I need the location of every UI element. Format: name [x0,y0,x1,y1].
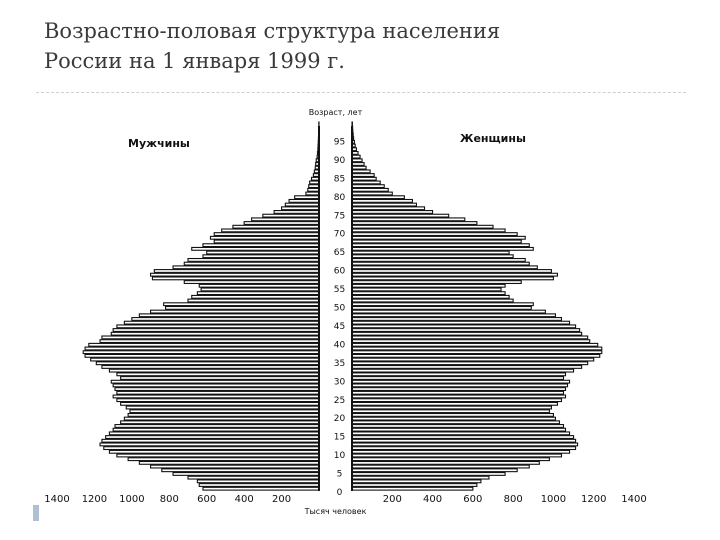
female-bar-age-67 [352,240,521,243]
female-bar-age-68 [352,236,525,239]
male-bar-age-58 [151,273,319,276]
male-bar-age-69 [214,233,319,236]
male-bar-age-82 [309,185,319,188]
age-tick-label: 45 [333,321,346,332]
female-bar-age-86 [352,170,370,173]
x-tick-label-right: 400 [423,494,443,505]
male-bar-age-29 [111,380,319,383]
age-tick-label: 10 [333,451,346,462]
female-bar-age-63 [352,255,513,258]
age-tick-label: 35 [333,358,346,369]
male-bar-age-60 [173,266,319,269]
age-tick-label: 50 [333,303,346,314]
male-bar-age-36 [85,354,319,357]
male-bar-age-42 [111,332,319,335]
male-bar-age-62 [188,259,319,262]
female-bar-age-8 [352,458,549,461]
x-tick-label-right: 1200 [580,494,607,505]
female-bar-age-7 [352,461,539,464]
male-bar-age-81 [308,188,319,191]
female-bar-age-21 [352,410,549,413]
male-bar-age-26 [117,391,319,394]
y-axis-label: Возраст, лет [308,108,363,117]
female-bar-age-33 [352,366,582,369]
male-bar-age-2 [197,480,319,483]
female-bar-age-51 [352,299,513,302]
male-bar-age-35 [91,358,319,361]
male-bar-age-61 [184,262,319,265]
female-bar-age-49 [352,307,531,310]
female-bar-age-18 [352,421,559,424]
male-bar-age-15 [109,432,319,435]
male-bar-age-43 [113,329,319,332]
male-bar-age-76 [282,207,319,210]
age-tick-label: 40 [333,340,346,351]
female-bar-age-72 [352,222,477,225]
male-bar-age-77 [285,203,319,206]
male-bar-age-34 [96,362,319,365]
female-bar-age-5 [352,469,517,472]
female-bar-age-28 [352,384,568,387]
female-bar-age-56 [352,281,521,284]
female-label: Женщины [460,132,526,145]
female-bar-age-38 [352,347,602,350]
male-bar-age-65 [192,247,319,250]
male-bar-age-75 [274,211,319,214]
male-bars [83,122,319,490]
age-tick-label: 55 [333,285,346,296]
male-bar-age-53 [197,292,319,295]
male-bar-age-63 [203,255,319,258]
female-bar-age-17 [352,425,564,428]
female-bar-age-79 [352,196,404,199]
male-bar-age-40 [100,340,319,343]
male-bar-age-45 [124,321,319,324]
male-bar-age-72 [244,222,319,225]
male-bar-age-74 [263,214,319,217]
male-bar-age-24 [117,399,319,402]
female-bar-age-12 [352,443,578,446]
female-bar-age-35 [352,358,594,361]
male-bar-age-37 [83,351,319,354]
female-bar-age-13 [352,439,576,442]
male-bar-age-68 [210,236,319,239]
age-tick-label: 90 [333,155,346,166]
male-label: Мужчины [128,137,190,150]
female-bar-age-30 [352,377,564,380]
female-bar-age-31 [352,373,566,376]
male-bar-age-28 [113,384,319,387]
female-bar-age-58 [352,273,557,276]
x-tick-labels [44,494,646,505]
female-bar-age-66 [352,244,529,247]
female-bar-age-71 [352,225,493,228]
male-bar-age-27 [115,388,319,391]
male-bar-age-39 [89,343,319,346]
age-tick-label: 30 [333,377,346,388]
female-bar-age-46 [352,318,561,321]
female-bar-age-26 [352,391,564,394]
female-bar-age-0 [352,487,473,490]
x-tick-label-right: 600 [463,494,483,505]
male-bar-age-51 [188,299,319,302]
female-bar-age-53 [352,292,505,295]
female-bar-age-11 [352,447,576,450]
age-tick-label: 20 [333,414,346,425]
female-bar-age-47 [352,314,555,317]
female-bar-age-89 [352,159,362,162]
male-bar-age-55 [199,284,319,287]
age-tick-label: 5 [336,469,343,480]
age-tick-label: 65 [333,248,346,259]
female-bar-age-29 [352,380,570,383]
male-bar-age-1 [199,484,319,487]
age-tick-label: 25 [333,395,346,406]
female-bar-age-41 [352,336,588,339]
female-bar-age-14 [352,436,574,439]
age-tick-labels [334,137,346,498]
x-tick-label-right: 1400 [621,494,647,505]
age-tick-label: 15 [333,432,346,443]
female-bar-age-64 [352,251,509,254]
female-bar-age-23 [352,402,557,405]
female-bar-age-42 [352,332,582,335]
female-bar-age-44 [352,325,576,328]
x-tick-label-right: 1000 [540,494,567,505]
male-bar-age-56 [184,281,319,284]
age-tick-label: 80 [333,192,346,203]
male-bar-age-70 [222,229,319,232]
female-bar-age-57 [352,277,553,280]
male-bar-age-32 [109,369,319,372]
female-bar-age-45 [352,321,570,324]
female-bar-age-48 [352,310,545,313]
slide-title-line1: Возрастно-половая структура населения [44,19,501,43]
male-bar-age-73 [252,218,319,221]
slide-bullet-marker [33,505,39,521]
male-bar-age-78 [289,199,319,202]
female-bar-age-78 [352,199,412,202]
female-bar-age-82 [352,185,384,188]
x-tick-label-left: 1400 [44,494,70,505]
male-bar-age-48 [151,310,319,313]
male-bar-age-46 [132,318,319,321]
x-tick-label-left: 400 [234,494,254,505]
x-tick-label-left: 1200 [81,494,108,505]
age-tick-label: 60 [333,266,346,277]
male-bar-age-54 [201,288,319,291]
female-bar-age-16 [352,428,566,431]
male-bar-age-10 [109,450,319,453]
male-bar-age-49 [166,307,319,310]
age-tick-label: 75 [333,211,346,222]
female-bar-age-2 [352,480,481,483]
male-bar-age-4 [173,473,319,476]
female-bar-age-36 [352,354,600,357]
male-bar-age-21 [130,410,319,413]
male-bar-age-17 [115,425,319,428]
male-bar-age-30 [121,377,319,380]
female-bar-age-77 [352,203,416,206]
female-bar-age-59 [352,270,551,273]
female-bar-age-27 [352,388,566,391]
female-bar-age-76 [352,207,425,210]
female-bar-age-6 [352,465,529,468]
male-bar-age-38 [85,347,319,350]
male-bar-age-44 [117,325,319,328]
x-axis-label: Тысяч человек [304,507,367,516]
male-bar-age-84 [312,177,319,180]
x-tick-label-left: 200 [272,494,292,505]
male-bar-age-31 [117,373,319,376]
male-bar-age-33 [102,366,319,369]
female-bar-age-43 [352,329,580,332]
male-bar-age-57 [152,277,319,280]
age-tick-label: 0 [336,488,343,498]
slide-title-line2: России на 1 января 1999 г. [44,49,345,73]
female-bars [352,122,602,490]
male-bar-age-6 [151,465,319,468]
x-tick-label-left: 1000 [119,494,145,505]
female-bar-age-1 [352,484,477,487]
female-bar-age-25 [352,395,566,398]
female-bar-age-90 [352,155,360,158]
male-bar-age-0 [203,487,319,490]
male-bar-age-71 [233,225,319,228]
female-bar-age-69 [352,233,517,236]
male-bar-age-11 [104,447,319,450]
female-bar-age-19 [352,417,555,420]
male-bar-age-22 [126,406,319,409]
male-bar-age-52 [192,295,319,298]
female-bar-age-4 [352,473,505,476]
female-bar-age-84 [352,177,376,180]
age-tick-label: 95 [333,137,346,148]
x-tick-label-left: 600 [197,494,217,505]
x-tick-label-right: 200 [382,494,402,505]
female-bar-age-24 [352,399,561,402]
female-bar-age-87 [352,166,366,169]
female-bar-age-73 [352,218,465,221]
x-tick-label-right: 800 [503,494,523,505]
female-bar-age-62 [352,259,525,262]
female-bar-age-70 [352,229,505,232]
female-bar-age-37 [352,351,602,354]
female-bar-age-20 [352,414,553,417]
male-bar-age-13 [102,439,319,442]
male-bar-age-25 [113,395,319,398]
female-bar-age-40 [352,340,590,343]
female-bar-age-75 [352,211,433,214]
age-tick-label: 70 [333,229,346,240]
female-bar-age-3 [352,476,489,479]
x-tick-label-left: 800 [159,494,179,505]
male-bar-age-59 [154,270,319,273]
female-bar-age-65 [352,247,533,250]
male-bar-age-80 [306,192,319,195]
male-bar-age-16 [113,428,319,431]
female-bar-age-52 [352,295,509,298]
male-bar-age-67 [214,240,319,243]
male-bar-age-14 [106,436,319,439]
male-bar-age-66 [203,244,319,247]
male-bar-age-23 [121,402,319,405]
female-bar-age-55 [352,284,505,287]
male-bar-age-8 [128,458,319,461]
male-bar-age-18 [121,421,319,424]
male-bar-age-41 [102,336,319,339]
male-bar-age-83 [310,181,319,184]
male-bar-age-5 [162,469,319,472]
male-bar-age-50 [164,303,319,306]
female-bar-age-80 [352,192,392,195]
male-bar-age-64 [207,251,319,254]
male-bar-age-79 [295,196,319,199]
female-bar-age-74 [352,214,449,217]
male-bar-age-47 [139,314,319,317]
female-bar-age-83 [352,181,380,184]
male-bar-age-20 [128,414,319,417]
female-bar-age-32 [352,369,574,372]
female-bar-age-81 [352,188,388,191]
female-bar-age-50 [352,303,533,306]
male-bar-age-7 [139,461,319,464]
female-bar-age-88 [352,163,364,166]
female-bar-age-85 [352,174,374,177]
female-bar-age-9 [352,454,561,457]
male-bar-age-9 [117,454,319,457]
male-bar-age-19 [124,417,319,420]
female-bar-age-10 [352,450,570,453]
female-bar-age-60 [352,266,537,269]
female-bar-age-34 [352,362,588,365]
female-bar-age-22 [352,406,551,409]
female-bar-age-61 [352,262,529,265]
female-bar-age-15 [352,432,570,435]
age-tick-label: 85 [333,174,346,185]
male-bar-age-3 [188,476,319,479]
male-bar-age-12 [100,443,319,446]
female-bar-age-39 [352,343,598,346]
female-bar-age-54 [352,288,501,291]
